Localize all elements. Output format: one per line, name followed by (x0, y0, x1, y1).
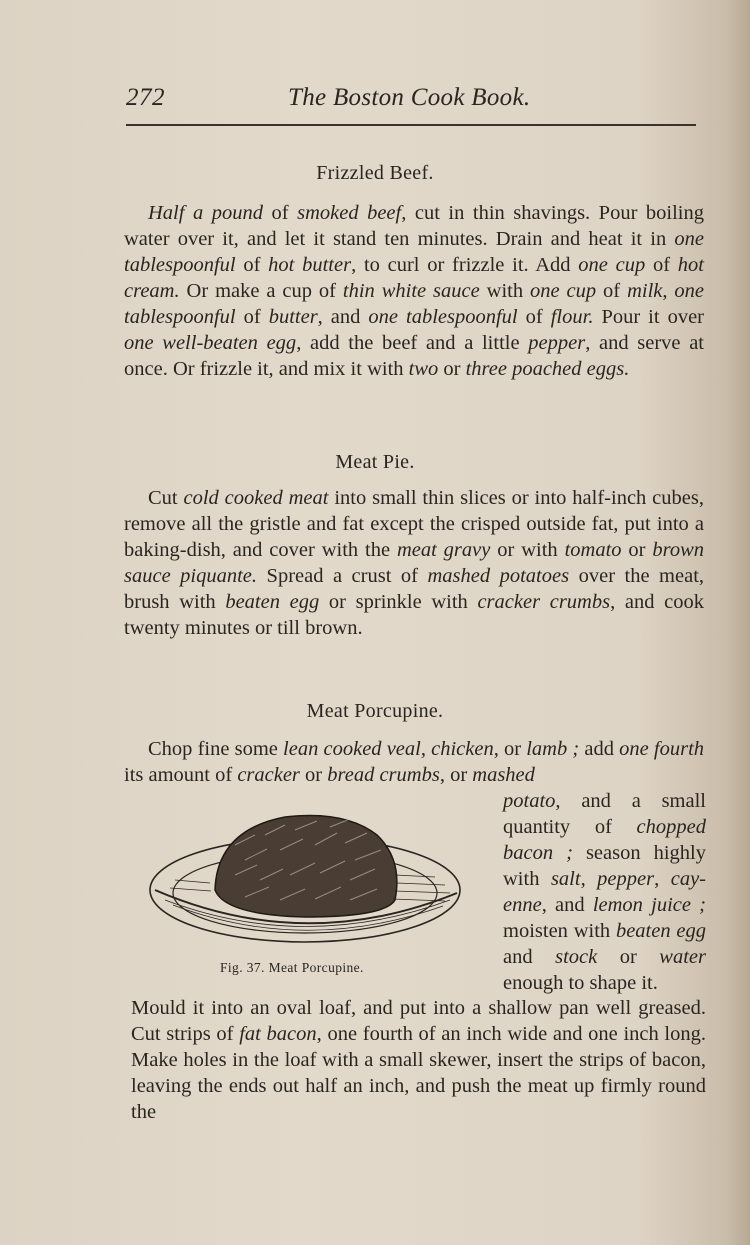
italic-phrase: cracker (237, 764, 300, 786)
section-body-frizzled-beef (124, 200, 704, 382)
italic-phrase: brown sauce piquante. (124, 539, 705, 587)
text-run: , or (439, 764, 473, 786)
figure-caption: Fig. 37. Meat Porcupine. (220, 960, 364, 975)
italic-phrase: cold cooked meat (183, 487, 329, 509)
text-run: or sprinkle with (319, 591, 478, 613)
italic-phrase: one fourth (619, 738, 705, 760)
text-run: , one fourth of an inch wide and one inch long. Make holes in the loaf with a small skewer, insert the strips of bacon, leaving the ends out half an inch, and push the meat up firmly round the (131, 1023, 706, 1123)
text-run: , and serve at once. Or frizzle it, and mix it with (124, 332, 704, 380)
italic-phrase: tomato (564, 539, 622, 561)
italic-phrase: one tablespoonful (124, 280, 705, 328)
text-run: of (262, 202, 298, 224)
text-run: , to curl or frizzle it. Add (351, 254, 579, 276)
text-run: of (235, 306, 269, 328)
text-run: Mould it into an oval loaf, and put into a shallow pan well greased. Cut strips of (131, 997, 706, 1045)
italic-phrase: one tablespoonful (368, 306, 518, 328)
italic-phrase: pepper (528, 332, 586, 354)
text-run: season highly with (503, 842, 706, 890)
meat-porcupine-illustration (145, 805, 480, 985)
text-run: Cut (148, 487, 184, 509)
italic-phrase: pepper (597, 868, 655, 890)
italic-phrase: mashed potatoes (427, 565, 570, 587)
italic-phrase: meat gravy (396, 539, 491, 561)
text-run: , (654, 868, 671, 890)
text-run: of (645, 254, 678, 276)
italic-phrase: beaten egg (615, 920, 706, 942)
italic-phrase: water (659, 946, 706, 968)
text-run: , and (541, 894, 593, 916)
text-run: , and cook twenty minutes or till brown. (124, 591, 704, 639)
text-run: , (662, 280, 675, 302)
italic-phrase: mashed (472, 764, 535, 786)
text-run: , (420, 738, 432, 760)
wrapped-text-column (503, 788, 706, 996)
italic-phrase: one tablespoonful (124, 228, 704, 276)
italic-phrase: one well-beaten egg (124, 332, 297, 354)
text-run: , and (317, 306, 369, 328)
section-heading-meat-pie: Meat Pie. (335, 451, 415, 473)
text-run: of (517, 306, 551, 328)
text-run: Pour it over (593, 306, 705, 328)
text-run: add (579, 738, 620, 760)
text-run: , and a small quantity of (503, 790, 706, 838)
text-run: moisten with (503, 920, 616, 942)
text-run: Spread a crust of (257, 565, 428, 587)
text-run: enough to shape it. (503, 972, 658, 994)
text-run: , or (493, 738, 527, 760)
running-title: The Boston Cook Book. (288, 84, 531, 111)
italic-phrase: hot cream. (124, 254, 704, 302)
italic-phrase: potato (503, 790, 556, 812)
italic-phrase: two (408, 358, 439, 380)
italic-phrase: stock (555, 946, 598, 968)
italic-phrase: salt (550, 868, 581, 890)
italic-phrase: milk (627, 280, 663, 302)
section-body-meat-porcupine (124, 736, 704, 788)
section-heading-frizzled-beef: Frizzled Beef. (316, 162, 434, 184)
italic-phrase: flour. (550, 306, 594, 328)
italic-phrase: fat bacon (239, 1023, 317, 1045)
text-run: or (597, 946, 660, 968)
italic-phrase: Half a pound (148, 202, 263, 224)
italic-phrase: lemon juice ; (592, 894, 706, 916)
text-run: into small thin slices or into half-inch cubes, remove all the gristle and fat except the crisped outside fat, put into a baking-dish, and cover with the (124, 487, 704, 561)
text-run: of (235, 254, 269, 276)
italic-phrase: thin white sauce (342, 280, 480, 302)
text-run: or with (490, 539, 565, 561)
italic-phrase: butter (268, 306, 318, 328)
italic-phrase: lamb ; (526, 738, 580, 760)
text-run: of (596, 280, 628, 302)
italic-phrase: hot butter (268, 254, 352, 276)
italic-phrase: bread crumbs (327, 764, 440, 786)
italic-phrase: one cup (530, 280, 597, 302)
text-run: , cut in thin shavings. Pour boiling water over it, and let it stand ten minutes. Drain and heat it in (124, 202, 705, 250)
text-run: its amount of (124, 764, 238, 786)
header-rule (126, 124, 696, 126)
italic-phrase: cracker crumbs (477, 591, 611, 613)
italic-phrase: chopped bacon ; (503, 816, 706, 864)
continued-paragraph (131, 995, 706, 1125)
italic-phrase: one cup (578, 254, 646, 276)
section-heading-meat-porcupine: Meat Porcupine. (306, 700, 444, 722)
italic-phrase: cay-enne (503, 868, 706, 916)
text-run: or (438, 358, 466, 380)
text-run: with (479, 280, 531, 302)
italic-phrase: lean cooked veal (283, 738, 421, 760)
text-run: over the meat, brush with (124, 565, 705, 613)
text-run: , (580, 868, 598, 890)
text-run: or (299, 764, 328, 786)
text-run: and (503, 946, 556, 968)
page-number: 272 (126, 84, 165, 111)
italic-phrase: chicken (431, 738, 494, 760)
text-run: , add the beef and a little (296, 332, 529, 354)
text-run: Or make a cup of (179, 280, 343, 302)
text-run: or (621, 539, 653, 561)
italic-phrase: three poached eggs. (465, 358, 630, 380)
section-body-meat-pie (124, 485, 704, 641)
italic-phrase: beaten egg (225, 591, 320, 613)
page-header (126, 80, 696, 120)
italic-phrase: smoked beef (297, 202, 402, 224)
text-run: Chop fine some (148, 738, 284, 760)
